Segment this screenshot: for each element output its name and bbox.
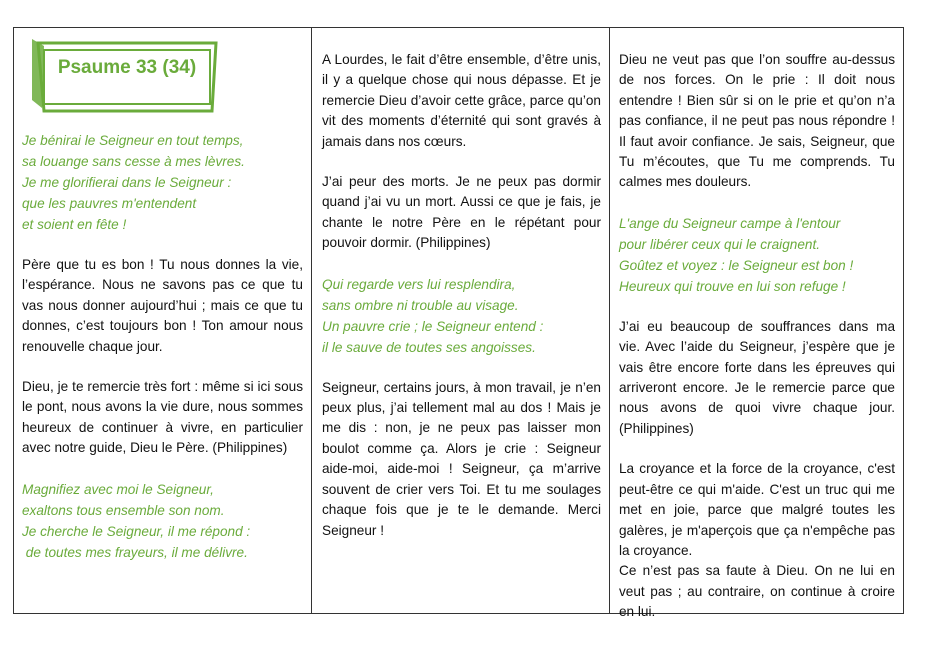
verse-line: sa louange sans cesse à mes lèvres. bbox=[22, 154, 245, 169]
verse-line: Heureux qui trouve en lui son refuge ! bbox=[619, 278, 846, 294]
psalm-banner bbox=[30, 38, 220, 114]
verse-line: que les pauvres m'entendent bbox=[22, 196, 197, 211]
psalm-table bbox=[13, 27, 904, 620]
verse-line: exaltons tous ensemble son nom. bbox=[22, 502, 225, 518]
verse-line: Magnifiez avec moi le Seigneur, bbox=[22, 481, 214, 497]
testimony-paragraph: La croyance et la force de la croyance, c'est peut-être ce qui m'aide. C'est un truc qui me met en joie, parce que malgré toutes les galères, je m'aperçois que ça n'empêche pas la croyance. bbox=[619, 461, 895, 558]
column-3 bbox=[610, 28, 903, 620]
testimony-paragraph: Dieu ne veut pas que l’on souffre au-dessus de nos forces. On le prie : Il doit nous entendre ! Bien sûr si on le prie et qu’on n’a pas confiance, il ne peut pas nous répondre ! Il faut avoir confiance. Je sais, Seigneur, que Tu m’écoutes, que Tu me comprends. Tu calmes mes douleurs. bbox=[619, 52, 895, 190]
testimony-paragraph: Ce n’est pas sa faute à Dieu. On ne lui en veut pas ; au contraire, on continue à croire en lui. bbox=[619, 563, 895, 620]
verse-line: et soient en fête ! bbox=[22, 217, 127, 232]
verse-line: Je cherche le Seigneur, il me répond : bbox=[22, 523, 251, 539]
verse-line: Qui regarde vers lui resplendira, bbox=[322, 276, 516, 292]
verse-line: de toutes mes frayeurs, il me délivre. bbox=[22, 544, 248, 560]
testimony-paragraph: Seigneur, certains jours, à mon travail, je n’en peux plus, j’ai tellement mal au dos ! Mais je me dis : non, je ne peux pas laisser mon boulot comme ça. Alors je crie : Seigneur aide-moi, aide-moi ! Seigneur, ça m’arrive souvent de crier vers Toi. Et tu me soulages chaque fois que je te le demande. Merci Seigneur ! bbox=[322, 379, 601, 538]
testimony-paragraph: A Lourdes, le fait d’être ensemble, d’être unis, il y a quelque chose qui nous dépasse. Et je remercie Dieu d’avoir cette grâce, parce qu’on vit des moments d’éternité qui sont gravés à jamais dans nos cœurs. bbox=[322, 52, 601, 149]
psalm-verse-4 bbox=[619, 213, 895, 297]
testimony-paragraph: Dieu, je te remercie très fort : même si ici sous le pont, nous avons la vie dure, nous sommes heureux de continuer à vivre, en particulier avec notre guide, Dieu le Père. (Philippines) bbox=[22, 379, 303, 456]
verse-line: Goûtez et voyez : le Seigneur est bon ! bbox=[619, 257, 854, 273]
testimony-paragraph: J’ai eu beaucoup de souffrances dans ma vie. Avec l’aide du Seigneur, j’espère que je vais être encore forte dans les épreuves qui arriveront encore. Je le remercie parce que nous avons de quoi vivre chaque jour. (Philippines) bbox=[619, 318, 895, 436]
verse-line: il le sauve de toutes ses angoisses. bbox=[322, 339, 536, 355]
column-2 bbox=[312, 28, 609, 613]
verse-line: Je bénirai le Seigneur en tout temps, bbox=[22, 133, 244, 148]
testimony-paragraph: J’ai peur des morts. Je ne peux pas dormir quand j’ai vu un mort. Aussi ce que je fais, je chante le notre Père en le répétant pour pouvoir dormir. (Philippines) bbox=[322, 174, 601, 251]
verse-line: L'ange du Seigneur campe à l'entour bbox=[619, 215, 841, 231]
psalm-verse-2 bbox=[22, 479, 303, 563]
psalm-verse-3 bbox=[322, 274, 601, 358]
verse-line: Un pauvre crie ; le Seigneur entend : bbox=[322, 318, 544, 334]
column-1 bbox=[14, 28, 311, 613]
psalm-verse-1 bbox=[22, 130, 303, 235]
verse-line: sans ombre ni trouble au visage. bbox=[322, 297, 519, 313]
verse-line: Je me glorifierai dans le Seigneur : bbox=[22, 175, 232, 190]
testimony-paragraph: Père que tu es bon ! Tu nous donnes la vie, l’espérance. Nous ne savons pas ce que tu vas nous donner aujourd’hui ; mais ce que tu donnes, c’est toujours bon ! Ton amour nous renouvelle chaque jour. bbox=[22, 257, 303, 354]
verse-line: pour libérer ceux qui le craignent. bbox=[619, 236, 820, 252]
banner-title: Psaume 33 (34) bbox=[57, 57, 197, 78]
